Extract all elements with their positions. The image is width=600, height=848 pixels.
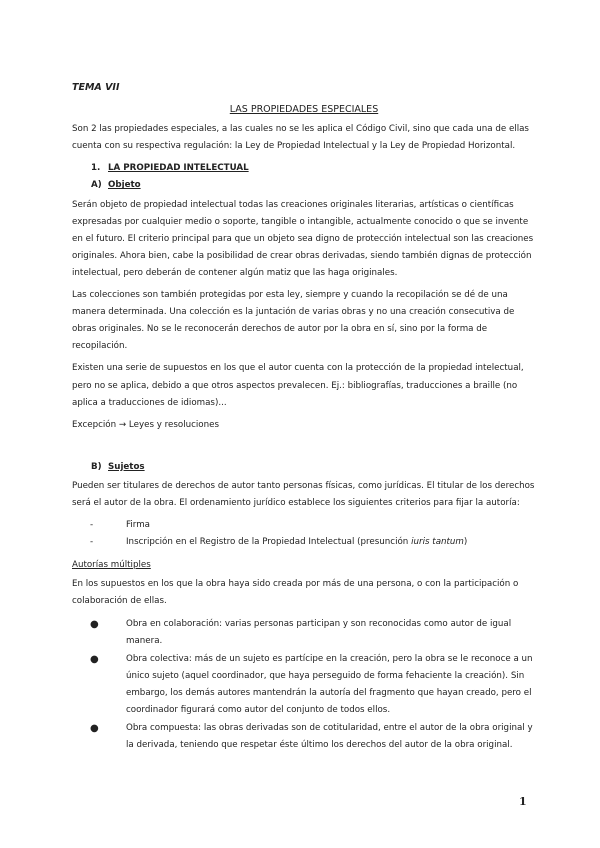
list-item [90,517,536,534]
subsection-label: Objeto [108,180,141,191]
list-item [90,720,536,754]
spacer [72,434,536,459]
subsection-label: Sujetos [108,461,145,472]
section-label: LA PROPIEDAD INTELECTUAL [108,163,249,174]
subsection-number: B) [91,461,102,472]
list-item-italic-text: iuris tantum [411,537,464,548]
list-item [90,534,536,551]
list-item-text-end: ) [463,537,468,548]
intro-paragraph: Son 2 las propiedades especiales, a las cuales no se les aplica el Código Civil, sino que cada una de ellas cuenta con su respectiva regulación: la Ley de Propiedad Intelectual y la Ley de Propiedad Horizontal. [72,124,529,152]
dash-marker: - [90,537,94,548]
list-item-text: Obra colectiva: más de un sujeto es partícipe en la creación, pero la obra se le reconoce a un único sujeto (aquel coordinador, que haya perseguido de forma fehaciente la creación). Sin embargo, los demás autores mantendrán la autoría del fragmento que hayan creado, pero el coordinador figurará como autor del conjunto de todos ellos. [126,653,533,715]
bullet-icon: ● [90,653,99,665]
subsection-number: A) [91,180,102,191]
objeto-paragraph-3: Existen una serie de supuestos en los que el autor cuenta con la protección de la propiedad intelectual, pero no se aplica, debido a que otros aspectos prevalecen. Ej.: bibliografías, traducciones a braille (no aplica a traducciones de idiomas)... [72,363,524,408]
subsection-heading-sujetos [91,459,536,476]
section-heading-propiedad-intelectual [91,160,536,177]
chapter-label: TEMA VII [72,82,120,93]
autorias-heading: Autorías múltiples [72,560,151,571]
list-item-text: Firma [126,520,150,531]
bullet-icon: ● [90,618,99,630]
objeto-paragraph-2: Las colecciones son también protegidas por esta ley, siempre y cuando la recopilación se dé de una manera determinada. Una colección es la juntación de varias obras y no una creación consecutiva de obras originales. No se le reconocerán derechos de autor por la obra en sí, sino por la forma de recopilación. [72,290,515,352]
list-item [90,651,536,719]
section-number: 1. [91,163,101,174]
excepcion-line: Excepción → Leyes y resoluciones [72,419,220,430]
page-number: 1 [519,795,527,808]
page-content [72,79,536,755]
list-item-text: Obra compuesta: las obras derivadas son de cotitularidad, entre el autor de la obra original y la derivada, teniendo que respetar éste último los derechos del autor de la obra original. [126,723,533,751]
autorias-list [72,616,536,755]
criterios-list [72,517,536,551]
bullet-icon: ● [90,723,99,735]
dash-marker: - [90,520,94,531]
page-title: LAS PROPIEDADES ESPECIALES [229,104,379,116]
list-item [90,616,536,650]
autorias-paragraph: En los supuestos en los que la obra haya sido creada por más de una persona, o con la participación o colaboración de ellas. [72,579,519,607]
list-item-text: Obra en colaboración: varias personas participan y son reconocidas como autor de igual manera. [126,618,512,646]
objeto-paragraph-1: Serán objeto de propiedad intelectual todas las creaciones originales literarias, artísticas o científicas expresadas por cualquier medio o soporte, tangible o intangible, actualmente conocido o que se invente en el futuro. El criterio principal para que un objeto sea digno de protección intelectual son las creaciones originales. Ahora bien, cabe la posibilidad de crear obras derivadas, siendo también dignas de protección intelectual, pero deberán de contener algún matiz que las haga originales. [72,199,534,278]
subsection-heading-objeto [91,177,536,194]
sujetos-paragraph: Pueden ser titulares de derechos de autor tanto personas físicas, como jurídicas. El titular de los derechos será el autor de la obra. El ordenamiento jurídico establece los siguientes criterios para fijar la autoría: [72,480,535,508]
list-item-text: Inscripción en el Registro de la Propiedad Intelectual (presunción [126,537,412,548]
